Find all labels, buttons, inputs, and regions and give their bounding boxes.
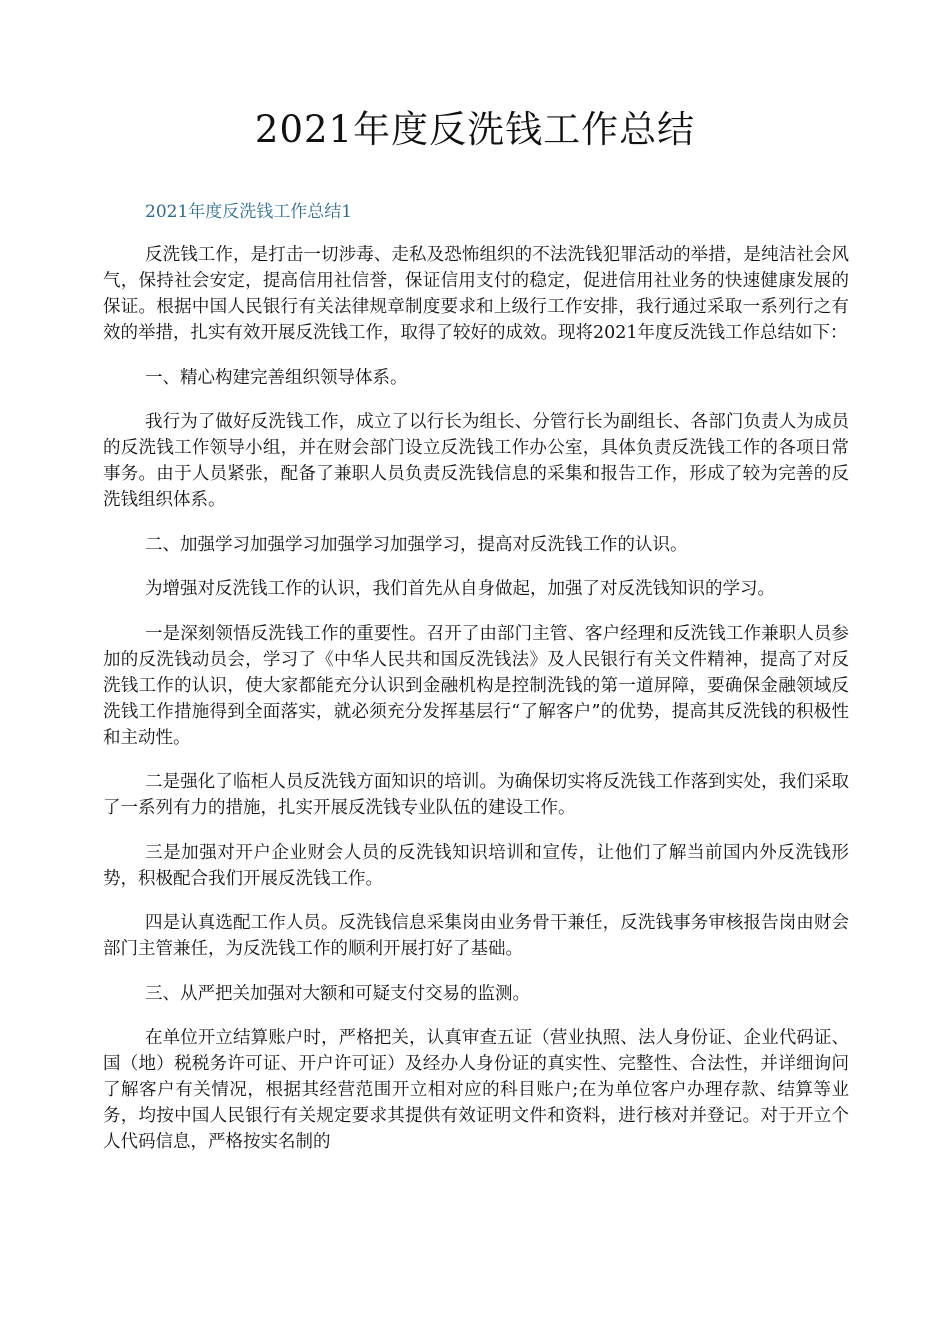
paragraph-intro: 反洗钱工作，是打击一切涉毒、走私及恐怖组织的不法洗钱犯罪活动的举措，是纯洁社会风气，保持社会安定，提高信用社信誉，保证信用支付的稳定，促进信用社业务的快速健康发展的保证。根据中国人民银行有关法律规章制度要求和上级行工作安排，我行通过采取一系列行之有效的举措，扎实有效开展反洗钱工作，取得了较好的成效。现将2021年度反洗钱工作总结如下： (103, 245, 849, 343)
document-title: 2021年度反洗钱工作总结 (254, 108, 696, 151)
paragraph-point-2: 二是强化了临柜人员反洗钱方面知识的培训。为确保切实将反洗钱工作落到实处，我们采取了一系列有力的措施，扎实开展反洗钱专业队伍的建设工作。 (103, 772, 849, 818)
paragraph-organization: 我行为了做好反洗钱工作，成立了以行长为组长、分管行长为副组长、各部门负责人为成员的反洗钱工作领导小组，并在财会部门设立反洗钱工作办公室，具体负责反洗钱工作的各项日常事务。由于人员紧张，配备了兼职人员负责反洗钱信息的采集和报告工作，形成了较为完善的反洗钱组织体系。 (103, 412, 849, 510)
paragraph-point-3: 三是加强对开户企业财会人员的反洗钱知识培训和宣传，让他们了解当前国内外反洗钱形势，积极配合我们开展反洗钱工作。 (103, 842, 849, 889)
paragraph-point-4: 四是认真选配工作人员。反洗钱信息采集岗由业务骨干兼任，反洗钱事务审核报告岗由财会部门主管兼任，为反洗钱工作的顺利开展打好了基础。 (103, 913, 849, 959)
heading-part-2: 二、加强学习加强学习加强学习加强学习，提高对反洗钱工作的认识。 (145, 534, 688, 555)
heading-part-3: 三、从严把关加强对大额和可疑支付交易的监测。 (145, 983, 530, 1004)
heading-part-1: 一、精心构建完善组织领导体系。 (145, 367, 408, 388)
paragraph-learning: 为增强对反洗钱工作的认识，我们首先从自身做起，加强了对反洗钱知识的学习。 (145, 579, 775, 599)
paragraph-point-1: 一是深刻领悟反洗钱工作的重要性。召开了由部门主管、客户经理和反洗钱工作兼职人员参加的反洗钱动员会，学习了《中华人民共和国反洗钱法》及人民银行有关文件精神，提高了对反洗钱工作的认识，使大家都能充分认识到金融机构是控制洗钱的第一道屏障，要确保金融领域反洗钱工作措施得到全面落实，就必须充分发挥基层行“了解客户”的优势，提高其反洗钱的积极性和主动性。 (103, 623, 849, 748)
section-heading: 2021年度反洗钱工作总结1 (145, 202, 353, 222)
paragraph-accounts: 在单位开立结算账户时，严格把关，认真审查五证（营业执照、法人身份证、企业代码证、国（地）税税务许可证、开户许可证）及经办人身份证的真实性、完整性、合法性，并详细询问了解客户有关情况，根据其经营范围开立相对应的科目账户;在为单位客户办理存款、结算等业务，均按中国人民银行有关规定要求其提供有效证明文件和资料，进行核对并登记。对于开立个人代码信息，严格按实名制的 (103, 1028, 849, 1152)
document-body (103, 242, 849, 1174)
